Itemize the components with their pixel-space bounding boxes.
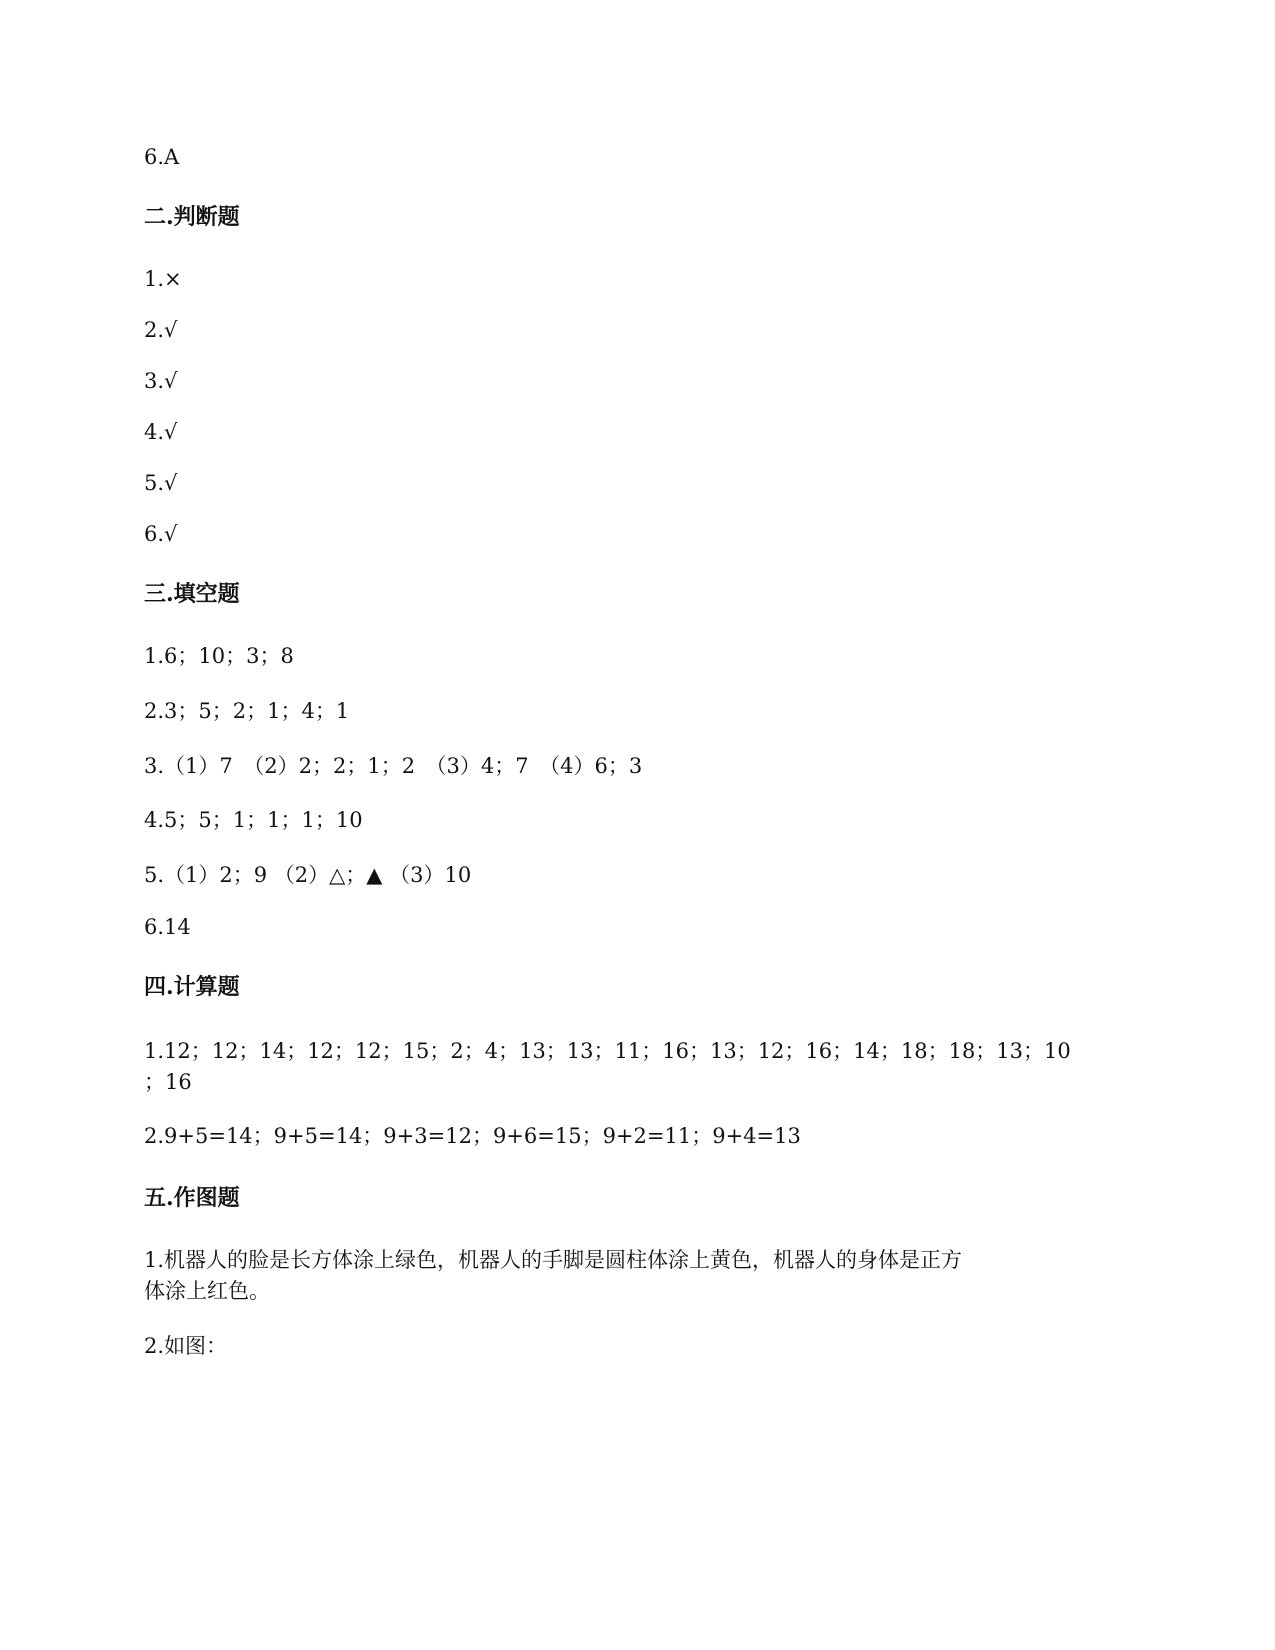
fill-answer-1: 1.6；10；3；8 bbox=[144, 644, 294, 668]
draw-answer-1-line2: 体涂上红色。 bbox=[144, 1279, 270, 1303]
fill-answer-6: 6.14 bbox=[144, 915, 191, 939]
calc-answer-1-line1: 1.12；12；14；12；12；15；2；4；13；13；11；16；13；12；16；14；18；18；13；10 bbox=[144, 1039, 1071, 1063]
judge-answer-6: 6.√ bbox=[144, 522, 178, 546]
fill-answer-5: 5.（1）2；9 （2）△；▲ （3）10 bbox=[144, 863, 472, 887]
section-heading-fill-in: 三.填空题 bbox=[144, 581, 240, 607]
section-heading-drawing: 五.作图题 bbox=[144, 1185, 240, 1211]
fill-answer-4: 4.5；5；1；1；1；10 bbox=[144, 808, 363, 832]
judge-answer-3: 3.√ bbox=[144, 369, 178, 393]
calc-answer-2: 2.9+5=14；9+5=14；9+3=12；9+6=15；9+2=11；9+4=13 bbox=[144, 1124, 801, 1148]
draw-answer-2: 2.如图： bbox=[144, 1334, 228, 1358]
draw-answer-1-line1: 1.机器人的脸是长方体涂上绿色，机器人的手脚是圆柱体涂上黄色，机器人的身体是正方 bbox=[144, 1248, 963, 1272]
choice-answer-6: 6.A bbox=[144, 145, 180, 169]
judge-answer-4: 4.√ bbox=[144, 420, 178, 444]
calc-answer-1-line2: ；16 bbox=[144, 1070, 192, 1094]
section-heading-calculation: 四.计算题 bbox=[144, 974, 240, 1000]
section-heading-judgement: 二.判断题 bbox=[144, 204, 240, 230]
fill-answer-2: 2.3；5；2；1；4；1 bbox=[144, 699, 350, 723]
judge-answer-1: 1.× bbox=[144, 267, 182, 291]
judge-answer-5: 5.√ bbox=[144, 471, 178, 495]
judge-answer-2: 2.√ bbox=[144, 318, 178, 342]
fill-answer-3: 3.（1）7 （2）2；2；1；2 （3）4；7 （4）6；3 bbox=[144, 754, 643, 778]
